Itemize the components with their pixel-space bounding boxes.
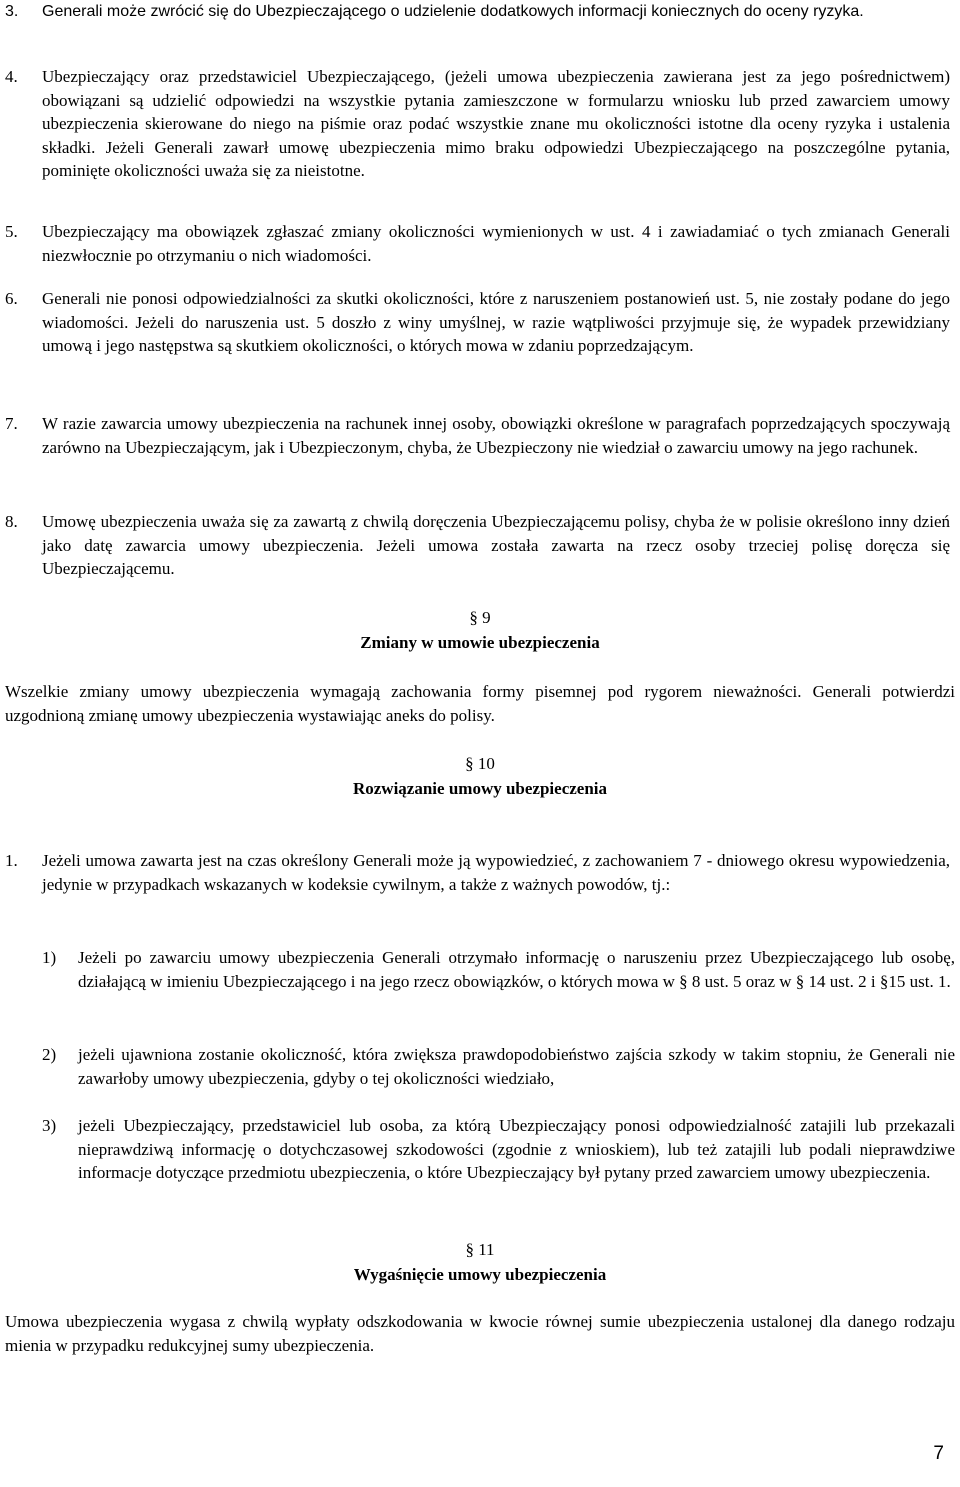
section-number: 10 [477, 754, 495, 773]
section-9-text: Wszelkie zmiany umowy ubezpieczenia wymagają zachowania formy pisemnej pod rygorem nieważności. Generali potwierdzi uzgodnioną zmianę umowy ubezpieczenia wystawiając aneks do polisy. [5, 682, 955, 725]
section-9-title: Zmiany w umowie ubezpieczenia [360, 633, 600, 652]
page-number: 7 [933, 1443, 944, 1464]
subitem-number: 2) [42, 1045, 57, 1064]
item-number: 3. [5, 3, 19, 20]
item-number: 8. [5, 512, 18, 531]
section-9-sign [0, 606, 960, 630]
paragraph-item-5 [5, 220, 950, 267]
item-text: Generali nie ponosi odpowiedzialności za skutki okoliczności, które z naruszeniem postanowień ust. 5, nie zostały podane do jego wiadomości. Jeżeli do naruszenia ust. 5 doszło z winy umyślnej, w razie wątpliwości przyjmuje się, że wypadek przewidziany umową i jego następstwa są skutkiem okoliczności, o których mowa w zdaniu poprzedzającym. [42, 289, 950, 355]
paragraph-item-4 [5, 65, 950, 183]
subitem-text: jeżeli ujawniona zostanie okoliczność, która zwiększa prawdopodobieństwo zajścia szkody w takim stopniu, że Generali nie zawarłoby umowy ubezpieczenia, gdyby o tej okoliczności wiedziało, [78, 1045, 955, 1088]
section-number: 11 [478, 1240, 495, 1259]
item-text: Umowę ubezpieczenia uważa się za zawartą z chwilą doręczenia Ubezpieczającemu polisy, chyba że w polisie określono inny dzień jako datę zawarcia umowy ubezpieczenia. Jeżeli umowa została zawarta na rzecz osoby trzeciej polisę doręcza się Ubezpieczającemu. [42, 512, 950, 578]
section-symbol: § [465, 754, 474, 773]
paragraph-item-3 [5, 0, 950, 24]
section-10-subitem-1 [42, 946, 955, 993]
item-text: Generali może zwrócić się do Ubezpieczającego o udzielenie dodatkowych informacji koniecznych do oceny ryzyka. [42, 3, 864, 20]
item-number: 4. [5, 67, 18, 86]
section-11-sign [0, 1238, 960, 1262]
section-11-text: Umowa ubezpieczenia wygasa z chwilą wypłaty odszkodowania w kwocie równej sumie ubezpieczenia ustalonej dla danego rodzaju mienia w przypadku redukcyjnej sumy ubezpieczenia. [5, 1312, 955, 1355]
item-text: Jeżeli umowa zawarta jest na czas określony Generali może ją wypowiedzieć, z zachowaniem 7 - dniowego okresu wypowiedzenia, jedynie w przypadkach wskazanych w kodeksie cywilnym, a także z ważnych powodów, tj.: [42, 851, 950, 894]
subitem-text: Jeżeli po zawarciu umowy ubezpieczenia Generali otrzymało informację o naruszeniu przez Ubezpieczającego lub osobę, działającą w imieniu Ubezpieczającego i na jego rzecz obowiązków, o których mowa w § 8 ust. 5 oraz w § 14 ust. 2 i §15 ust. 1. [78, 948, 955, 991]
item-number: 1. [5, 851, 18, 870]
paragraph-item-7 [5, 412, 950, 459]
item-number: 6. [5, 289, 18, 308]
section-10-item-1 [5, 849, 950, 896]
section-10-subitem-3 [42, 1114, 955, 1185]
section-10-subitem-2 [42, 1043, 955, 1090]
section-11-title: Wygaśnięcie umowy ubezpieczenia [353, 1265, 607, 1284]
paragraph-item-6 [5, 287, 950, 358]
section-symbol: § [469, 608, 478, 627]
item-text: Ubezpieczający ma obowiązek zgłaszać zmiany okoliczności wymienionych w ust. 4 i zawiadamiać o tych zmianach Generali niezwłocznie po otrzymaniu o nich wiadomości. [42, 222, 950, 265]
section-number: 9 [482, 608, 491, 627]
item-text: W razie zawarcia umowy ubezpieczenia na rachunek innej osoby, obowiązki określone w paragrafach poprzedzających spoczywają zarówno na Ubezpieczającym, jak i Ubezpieczonym, chyba, że Ubezpieczony nie wiedział o zawarciu umowy na jego rachunek. [42, 414, 950, 457]
item-number: 7. [5, 414, 18, 433]
subitem-number: 1) [42, 948, 57, 967]
subitem-text: jeżeli Ubezpieczający, przedstawiciel lub osoba, za którą Ubezpieczający ponosi odpowiedzialność zatajili lub przekazali nieprawdziwą informację o dotychczasowej szkodowości (zgodnie z wnioskiem), lub też zatajili lub podali nieprawdziwe informacje dotyczące przedmiotu ubezpieczenia, o które Ubezpieczający był pytany przed zawarciem umowy ubezpieczenia. [78, 1116, 955, 1182]
section-symbol: § [465, 1240, 474, 1259]
section-10-title: Rozwiązanie umowy ubezpieczenia [352, 779, 608, 798]
paragraph-item-8 [5, 510, 950, 581]
section-10-sign [0, 752, 960, 776]
item-number: 5. [5, 222, 18, 241]
item-text: Ubezpieczający oraz przedstawiciel Ubezpieczającego, (jeżeli umowa ubezpieczenia zawierana jest za jego pośrednictwem) obowiązani są udzielić odpowiedzi na wszystkie pytania zamieszczone w formularzu wniosku lub przed zawarciem umowy ubezpieczenia skierowane do niego na piśmie oraz podać wszystkie znane mu okoliczności istotne dla oceny ryzyka i ustalenia składki. Jeżeli Generali zawarł umowę ubezpieczenia mimo braku odpowiedzi Ubezpieczającego na poszczególne pytania, pominięte okoliczności uważa się za nieistotne. [42, 67, 950, 180]
subitem-number: 3) [42, 1116, 57, 1135]
